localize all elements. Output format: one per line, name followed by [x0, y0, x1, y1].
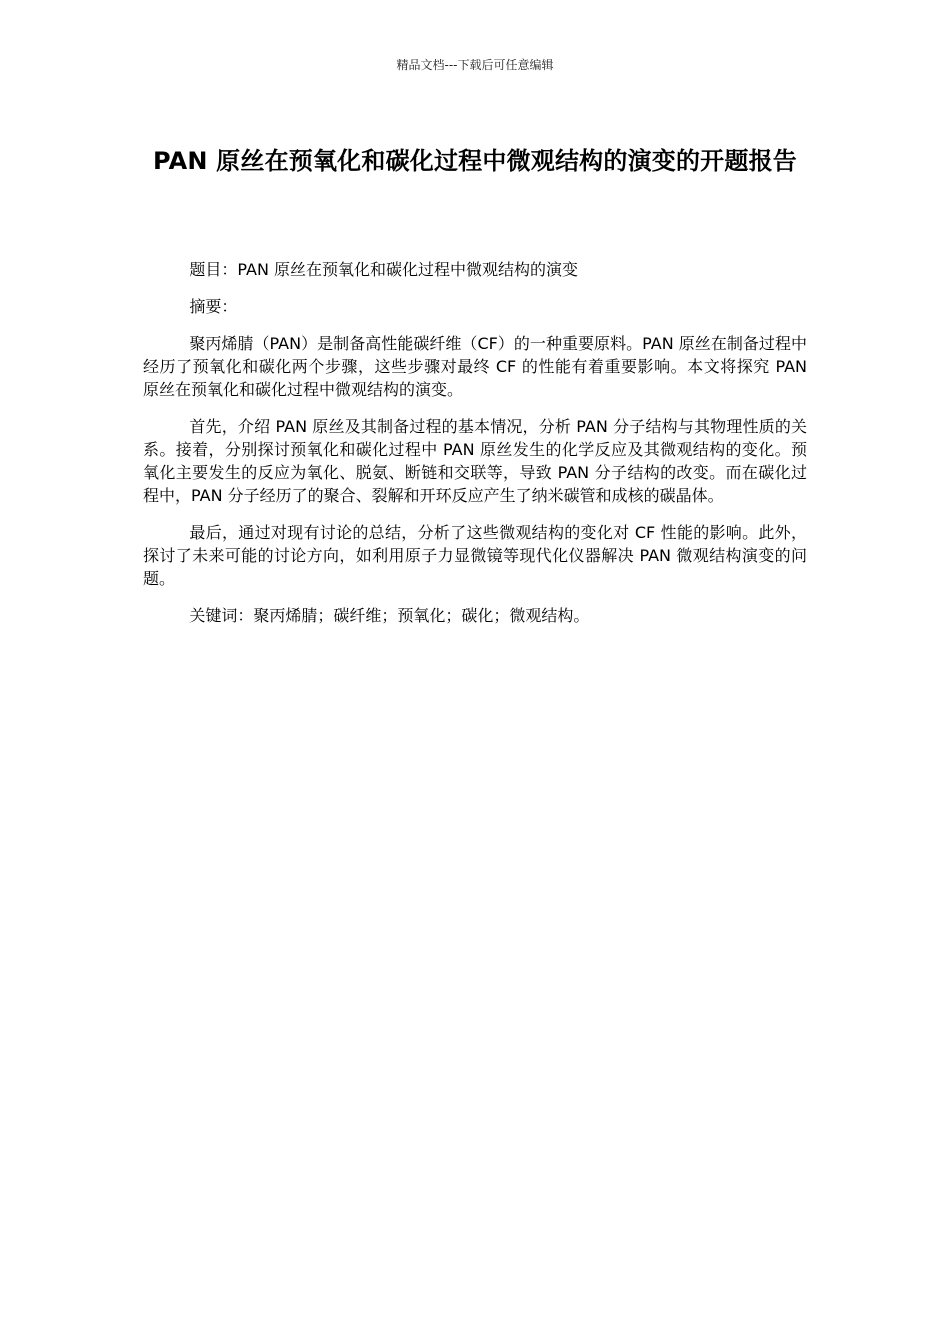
- abstract-paragraph-3: 最后，通过对现有讨论的总结，分析了这些微观结构的变化对 CF 性能的影响。此外，探讨了未来可能的讨论方向，如利用原子力显微镜等现代化仪器解决 PAN 微观结构演变的问题。: [143, 523, 807, 588]
- document-title: PAN 原丝在预氧化和碳化过程中微观结构的演变的开题报告: [152, 147, 797, 175]
- keywords-line: 关键词：聚丙烯腈；碳纤维；预氧化；碳化；微观结构。: [189, 606, 590, 625]
- abstract-label: 摘要：: [189, 297, 238, 316]
- abstract-paragraph-1: 聚丙烯腈（PAN）是制备高性能碳纤维（CF）的一种重要原料。PAN 原丝在制备过程中经历了预氧化和碳化两个步骤，这些步骤对最终 CF 的性能有着重要影响。本文将探究 PAN 原丝在预氧化和碳化过程中微观结构的演变。: [143, 334, 807, 399]
- topic-line: 题目：PAN 原丝在预氧化和碳化过程中微观结构的演变: [189, 260, 579, 279]
- header-note: 精品文档---下载后可任意编辑: [396, 58, 554, 72]
- abstract-paragraph-2: 首先，介绍 PAN 原丝及其制备过程的基本情况，分析 PAN 分子结构与其物理性质的关系。接着，分别探讨预氧化和碳化过程中 PAN 原丝发生的化学反应及其微观结构的变化。预氧化主要发生的反应为氧化、脱氨、断链和交联等，导致 PAN 分子结构的改变。而在碳化过程中，PAN 分子经历了的聚合、裂解和开环反应产生了纳米碳管和成核的碳晶体。: [143, 417, 807, 505]
- document-body: [143, 258, 807, 641]
